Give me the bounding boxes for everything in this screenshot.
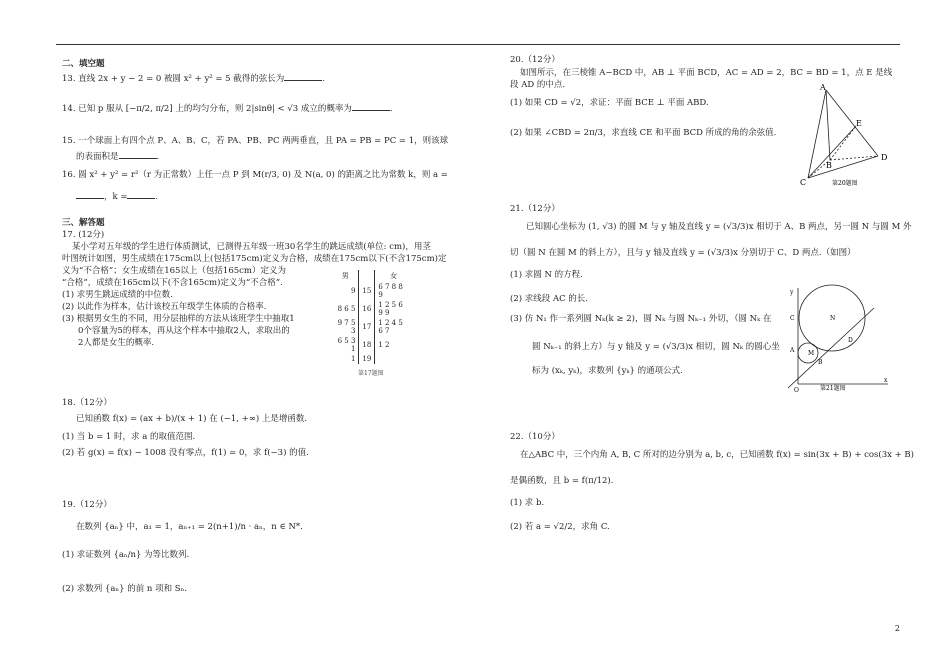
q13-blank [284, 72, 322, 81]
q19-line: 在数列 {aₙ} 中，a₁ = 1，aₙ₊₁ = 2(n+1)/n · aₙ，n ∈ N*. [76, 522, 303, 532]
stemleaf-row: 8 6 5 16 1 2 5 6 9 9 [337, 301, 403, 317]
q19-head: 19.（12分） [62, 500, 112, 510]
q21-figure [784, 284, 892, 392]
q15-line1: 15. 一个球面上有四个点 P、A、B、C，若 PA、PB、PC 两两垂直，且 PA = PB = PC = 1，则该球 [62, 136, 449, 146]
q21-line: 已知圆心坐标为 (1, √3) 的圆 M 与 y 轴及直线 y = (√3/3)x 相切于 A、B 两点，另一圆 N 与圆 M 外 [526, 222, 912, 232]
q19-line: (1) 求证数列 {aₙ/n} 为等比数列. [62, 550, 190, 560]
q21-label-x: x [884, 377, 888, 384]
q18-line: (2) 若 g(x) = f(x) − 1008 没有零点，f(1) = 0，求 f(−3) 的值. [62, 448, 309, 458]
q22-line: (2) 若 a = √2/2，求角 C. [510, 522, 610, 532]
q20-figure [796, 84, 896, 189]
q14: 14. 已知 p 服从 [−π/2, π/2] 上的均匀分布，则 2|sinθ| < √3 成立的概率为 . [62, 104, 393, 114]
section-fill-in: 二、填空题 [62, 59, 105, 69]
q20-label-B: B [826, 161, 832, 170]
stemleaf-row: 6 5 3 1 18 1 2 [337, 337, 390, 353]
stemleaf-row: 9 15 6 7 8 8 9 [350, 283, 403, 299]
q22-head: 22.（10分） [510, 432, 560, 442]
q20-caption: 第20题图 [832, 180, 858, 187]
q21-line: (3) 仿 N₁ 作一系列圆 Nₖ(k ≥ 2)，圆 Nₖ 与圆 Nₖ₋₁ 外切，（圆 Nₖ 在 [510, 314, 772, 324]
q15-blank [119, 150, 157, 159]
q17-line: 0个容量为5的样本，再从这个样本中抽取2人，求取出的 [78, 326, 290, 336]
q16-line1: 16. 圆 x² + y² = r²（r 为正常数）上任一点 P 到 M(r/3, 0) 及 N(a, 0) 的距离之比为常数 k，则 a = [62, 170, 448, 180]
q17-head: 17. (12分) [62, 230, 105, 240]
q17-line: 某小学对五年级的学生进行体质测试，已测得五年级一班30名学生的跳远成绩(单位: cm)，用茎 [72, 242, 431, 252]
q20-head: 20.（12分） [510, 55, 560, 65]
q21-label-M: M [808, 350, 815, 357]
q21-label-N: N [830, 315, 836, 322]
q20-label-E: E [856, 119, 862, 128]
q20-label-D: D [881, 153, 888, 162]
stem-leaf-table [332, 270, 412, 364]
stemleaf-female-label: 女 [390, 272, 398, 280]
q22-line: 是偶函数，且 b = f(π/12). [510, 476, 614, 486]
q20-line: (2) 如果 ∠CBD = 2π/3，求直线 CE 和平面 BCD 所成的角的余弦值. [510, 128, 777, 138]
q17-line: “合格”，成绩在165cm以下(不含165cm)定义为“不合格”. [62, 278, 283, 288]
q17-line: (2) 以此作为样本，估计该校五年级学生体质的合格率. [62, 302, 267, 312]
q21-line: 圆 Nₖ₋₁ 的斜上方）与 y 轴及 y = (√3/3)x 相切，圆 Nₖ 的圆心坐 [532, 342, 780, 352]
stemleaf-caption: 第17题图 [358, 370, 384, 377]
q21-line: (1) 求圆 N 的方程. [510, 270, 583, 280]
q21-label-C: C [790, 315, 795, 322]
q21-label-O: O [794, 387, 799, 392]
q21-label-D: D [848, 337, 853, 344]
q21-line: 标为 (xₖ, yₖ)，求数列 {yₖ} 的通项公式. [532, 366, 683, 376]
stemleaf-row: 9 7 5 3 17 1 2 4 5 6 7 [337, 319, 403, 335]
q20-line: (1) 如果 CD = √2，求证：平面 BCE ⊥ 平面 ABD. [510, 98, 709, 108]
q17-line: (1) 求男生跳远成绩的中位数. [62, 290, 173, 300]
q17-line: 叶图统计如图，男生成绩在175cm以上(包括175cm)定义为合格，成绩在175cm以下(不含175cm)定 [62, 254, 447, 264]
q17-line: (3) 根据男女生的不同，用分层抽样的方法从该班学生中抽取1 [62, 314, 295, 324]
q16-blank-a [76, 190, 104, 199]
stemleaf-male-label: 男 [341, 272, 349, 280]
q19-line: (2) 求数列 {aₙ} 的前 n 项和 Sₙ. [62, 584, 187, 594]
q20-line: 如图所示，在三棱锥 A−BCD 中，AB ⊥ 平面 BCD，AC = AD = 2，BC = BD = 1，点 E 是线 [520, 68, 893, 78]
q15-line2: 的表面积是 . [76, 152, 160, 162]
q21-caption: 第21题图 [820, 385, 846, 392]
q16-line2: ，k = . [76, 190, 158, 203]
q20-label-A: A [820, 84, 826, 92]
q17-line: 2人都是女生的概率. [78, 338, 155, 348]
q22-line: 在△ABC 中，三个内角 A, B, C 所对的边分别为 a, b, c，已知函数 f(x) = sin(3x + B) + cos(3x + B) [520, 450, 914, 460]
q21-head: 21.（12分） [510, 204, 560, 214]
q16-blank-k [127, 190, 155, 199]
page-number: 2 [894, 624, 900, 633]
q21-label-y: y [790, 289, 794, 296]
q21-label-A: A [790, 347, 795, 354]
q17-line: 义为“不合格”；女生成绩在165以上（包括165cm）定义为 [62, 266, 286, 276]
q21-line: (2) 求线段 AC 的长. [510, 294, 588, 304]
stem-leaf-plot [332, 270, 412, 380]
q18-head: 18.（12分） [62, 398, 112, 408]
q20-label-C: C [800, 178, 807, 187]
q22-line: (1) 求 b. [510, 498, 545, 508]
section-solve: 三、解答题 [62, 218, 105, 228]
header-rule [56, 44, 900, 45]
q18-line: 已知函数 f(x) = (ax + b)/(x + 1) 在 (−1, +∞) 上是增函数. [76, 414, 308, 424]
q20-line: 段 AD 的中点. [510, 80, 566, 90]
q13: 13. 直线 2x + y − 2 = 0 被圆 x² + y² = 5 截得的弦长为 . [62, 74, 325, 84]
q14-blank [352, 102, 390, 111]
q21-line: 切（圆 N 在圆 M 的斜上方），且与 y 轴及直线 y = (√3/3)x 分别切于 C、D 两点.（如图） [510, 248, 856, 258]
stemleaf-row: 1 19 [332, 354, 412, 364]
q21-label-B: B [818, 359, 823, 366]
q18-line: (1) 当 b = 1 时，求 a 的取值范围. [62, 432, 196, 442]
